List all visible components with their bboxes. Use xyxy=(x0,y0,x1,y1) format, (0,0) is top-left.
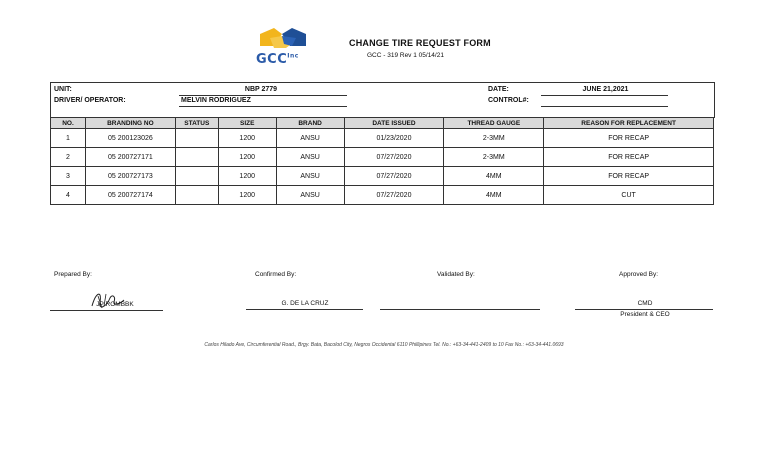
column-header: REASON FOR REPLACEMENT xyxy=(544,118,714,129)
table-cell: FOR RECAP xyxy=(544,129,714,148)
table-cell: 05 200727173 xyxy=(85,167,175,186)
column-header: STATUS xyxy=(175,118,218,129)
approved-by-line xyxy=(575,309,713,310)
validated-by-label: Validated By: xyxy=(437,271,475,278)
column-header: BRANDING NO xyxy=(85,118,175,129)
driver-value: MELVIN RODRIGUEZ xyxy=(181,97,251,104)
column-header: DATE ISSUED xyxy=(344,118,444,129)
table-cell: 3 xyxy=(51,167,86,186)
form-code: GCC - 319 Rev 1 05/14/21 xyxy=(367,52,444,59)
unit-label: UNIT: xyxy=(54,86,72,93)
table-cell: 07/27/2020 xyxy=(344,186,444,205)
approved-by-title: President & CEO xyxy=(620,311,670,318)
date-underline xyxy=(541,95,668,96)
unit-underline xyxy=(179,95,347,96)
handwritten-signature xyxy=(88,288,128,312)
table-cell xyxy=(175,129,218,148)
control-underline xyxy=(541,106,668,107)
table-cell: 1200 xyxy=(218,167,276,186)
date-label: DATE: xyxy=(488,86,509,93)
table-cell: 05 200727174 xyxy=(85,186,175,205)
table-cell: FOR RECAP xyxy=(544,167,714,186)
confirmed-by-line xyxy=(246,309,363,310)
table-cell: 1200 xyxy=(218,148,276,167)
table-cell: 4 xyxy=(51,186,86,205)
company-address-footer: Carlos Hilado Ave, Circumferential Road., Brgy. Bata, Bacolod City, Negros Occidental 6110 Phillipines Tel. No.: +63-34-441-2409 to 10 Fax No.: +63-34-441.0693 xyxy=(204,342,564,348)
table-header-row xyxy=(51,118,714,129)
table-row xyxy=(51,148,714,167)
table-cell: ANSU xyxy=(276,167,344,186)
approved-by-name: CMD xyxy=(637,300,653,307)
driver-underline xyxy=(179,106,347,107)
table-row xyxy=(51,186,714,205)
table-cell: 4MM xyxy=(444,167,544,186)
date-value: JUNE 21,2021 xyxy=(582,86,629,93)
driver-label: DRIVER/ OPERATOR: xyxy=(54,97,126,104)
header-box xyxy=(50,82,715,118)
column-header: NO. xyxy=(51,118,86,129)
column-header: SIZE xyxy=(218,118,276,129)
company-logo-text: $GCC^{Inc}$ xyxy=(256,52,299,67)
column-header: THREAD GAUGE xyxy=(444,118,544,129)
table-cell: 4MM xyxy=(444,186,544,205)
form-title: CHANGE TIRE REQUEST FORM xyxy=(349,38,491,48)
table-cell: FOR RECAP xyxy=(544,148,714,167)
prepared-by-line xyxy=(50,310,163,311)
table-row xyxy=(51,167,714,186)
table-cell xyxy=(175,186,218,205)
table-cell: 07/27/2020 xyxy=(344,148,444,167)
table-cell: ANSU xyxy=(276,186,344,205)
unit-value: NBP 2779 xyxy=(244,86,278,93)
table-cell: 2-3MM xyxy=(444,148,544,167)
tire-table xyxy=(50,117,714,205)
table-row xyxy=(51,129,714,148)
table-cell: 1200 xyxy=(218,129,276,148)
table-cell: 1200 xyxy=(218,186,276,205)
table-cell: 01/23/2020 xyxy=(344,129,444,148)
table-cell: 2-3MM xyxy=(444,129,544,148)
confirmed-by-label: Confirmed By: xyxy=(255,271,297,278)
table-cell: ANSU xyxy=(276,148,344,167)
table-cell: CUT xyxy=(544,186,714,205)
table-cell: 1 xyxy=(51,129,86,148)
table-cell: 2 xyxy=(51,148,86,167)
table-cell: 07/27/2020 xyxy=(344,167,444,186)
column-header: BRAND xyxy=(276,118,344,129)
table-cell: 05 200123026 xyxy=(85,129,175,148)
prepared-by-label: Prepared By: xyxy=(54,271,92,278)
validated-by-line xyxy=(380,309,540,310)
confirmed-by-name: G. DE LA CRUZ xyxy=(281,300,329,307)
table-cell: 05 200727171 xyxy=(85,148,175,167)
prepared-by-name: JP ROMBBK xyxy=(96,301,134,308)
table-cell xyxy=(175,148,218,167)
table-cell xyxy=(175,167,218,186)
control-label: CONTROL#: xyxy=(488,97,529,104)
approved-by-label: Approved By: xyxy=(619,271,659,278)
table-cell: ANSU xyxy=(276,129,344,148)
